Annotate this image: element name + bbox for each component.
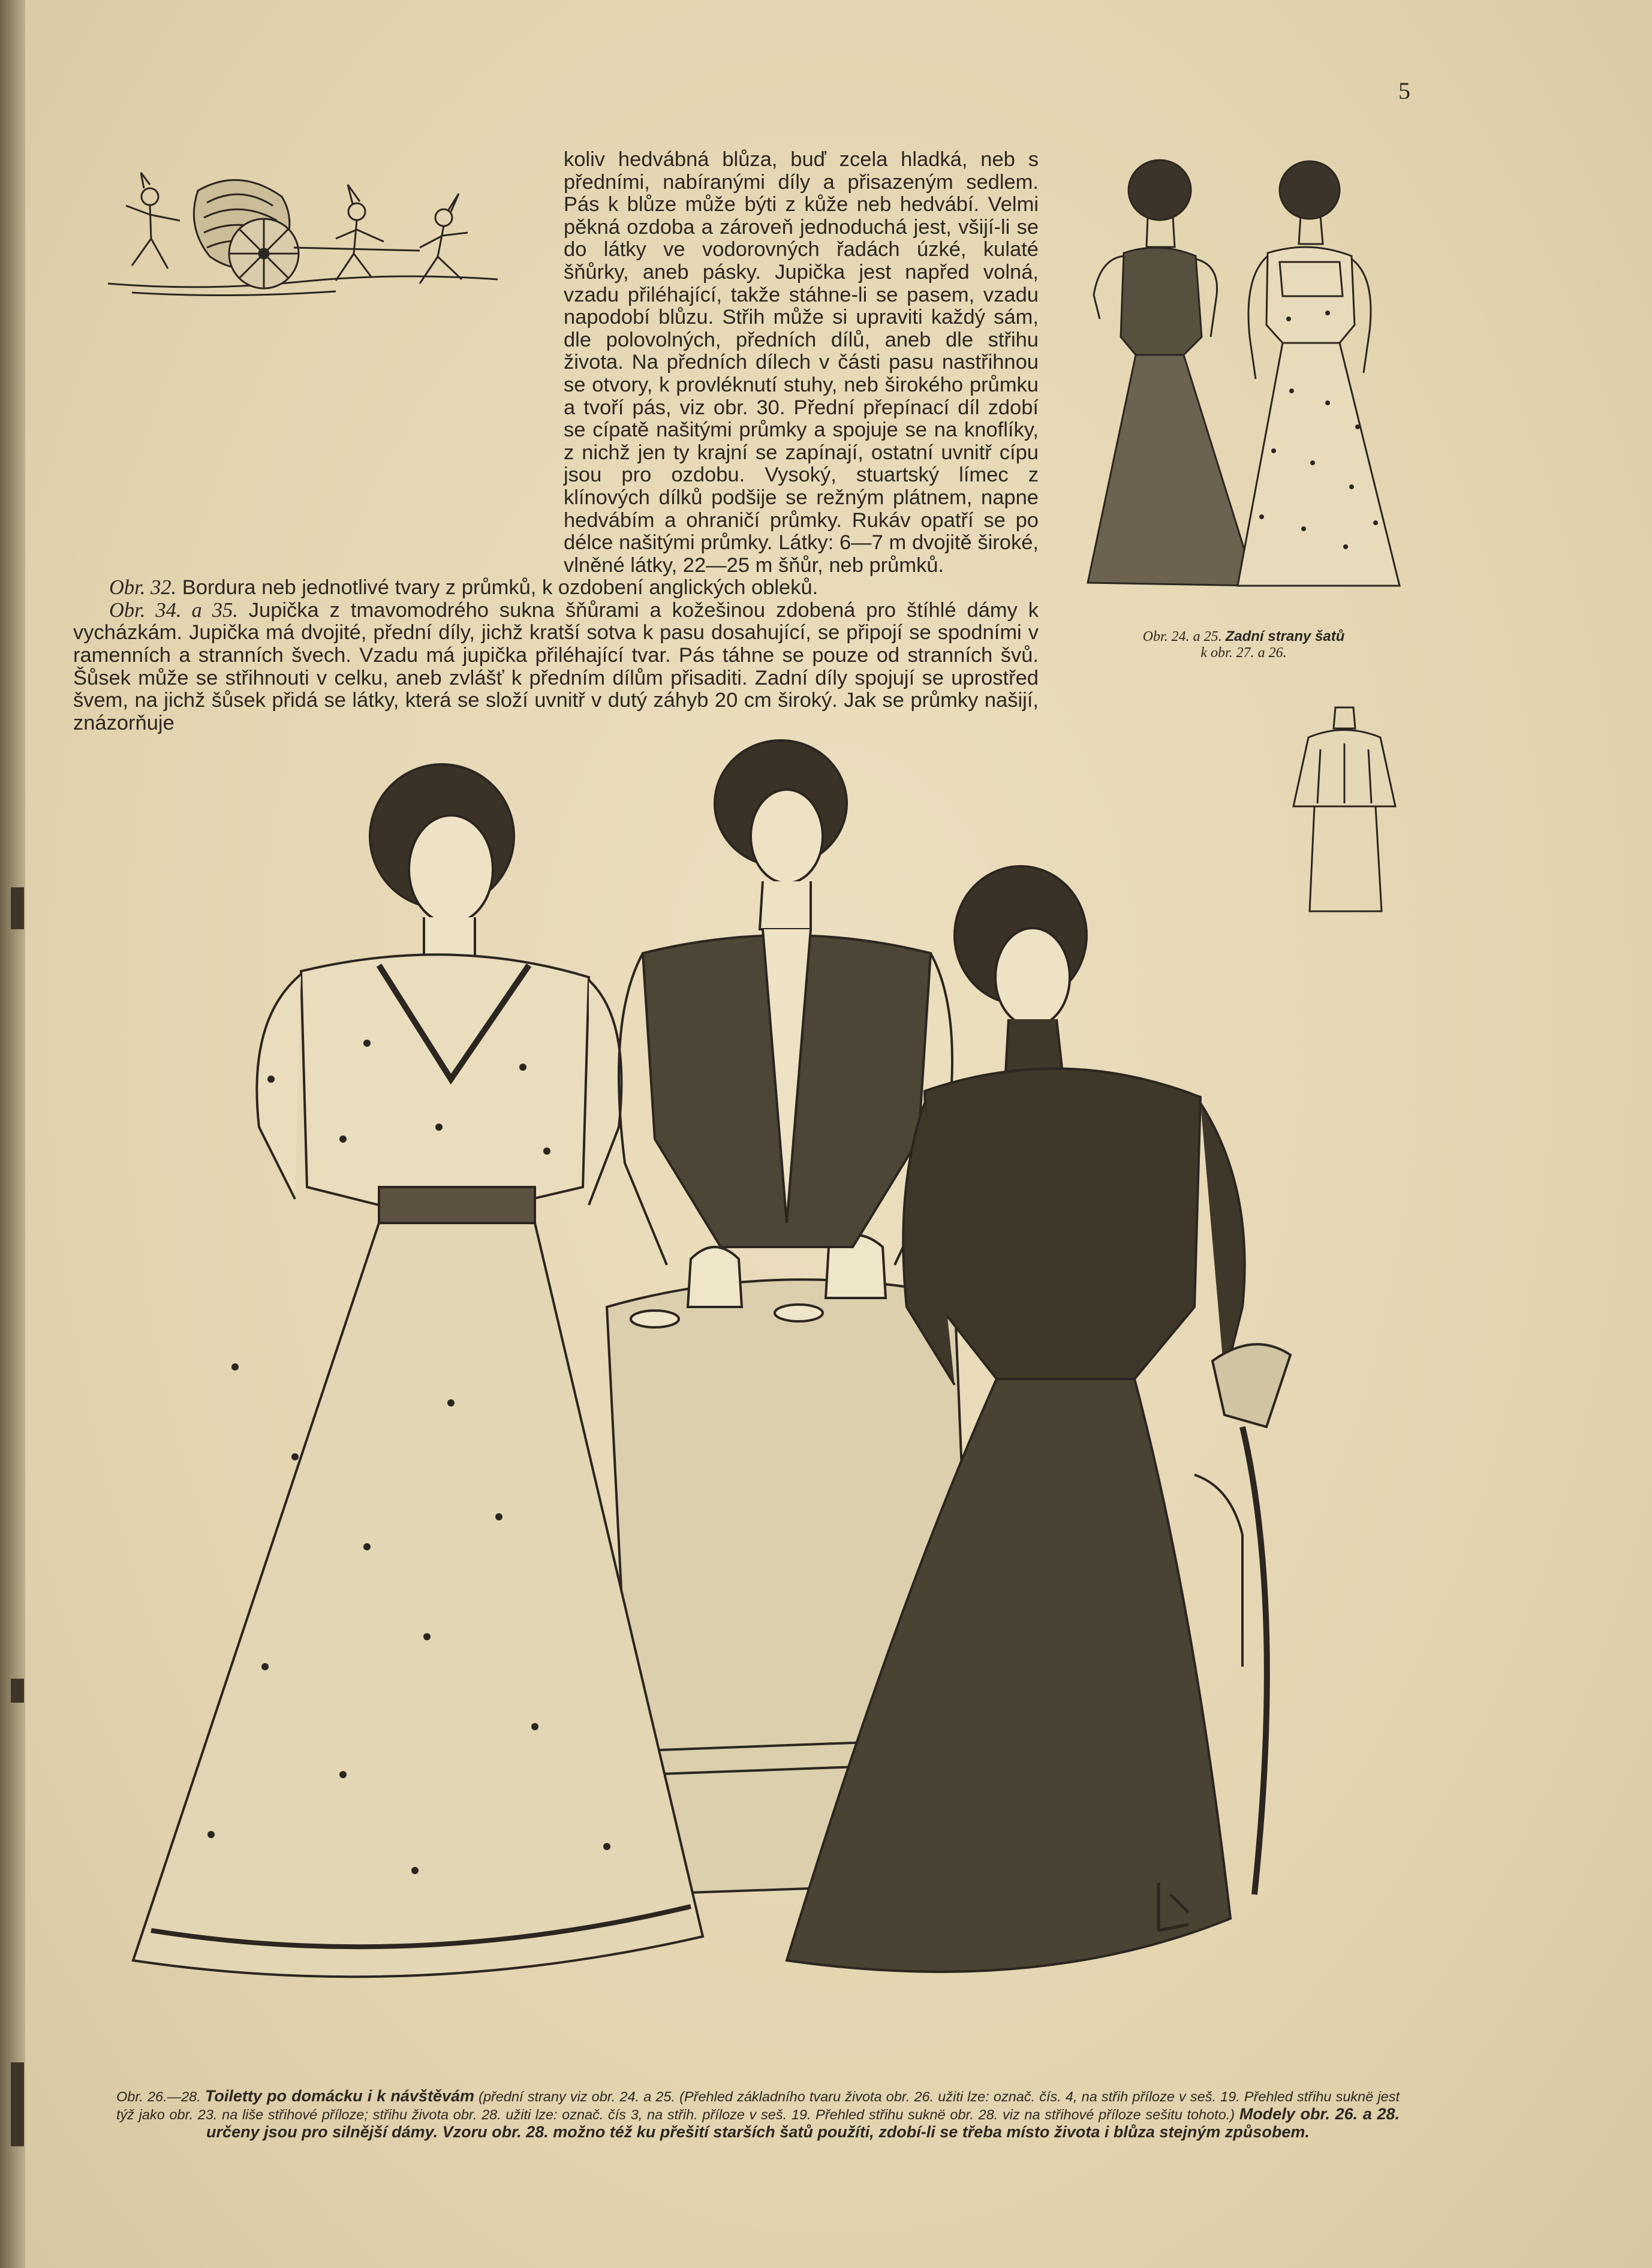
caption-24-suffix: k obr. 27. a 26. bbox=[1200, 645, 1287, 661]
gutter-mark bbox=[11, 1679, 24, 1703]
back-view-illustration bbox=[1076, 139, 1412, 602]
gutter-mark bbox=[11, 887, 24, 929]
paragraph-3: Jupička z tmavomodrého sukna šňůrami a kožešinou zdobená pro štíhlé dámy k vycházkám. Jupička má dvojité, přední díly, jichž kratší sotva k pasu dosahující, se připojí se spodními v ramenních a stranních švech. Vzadu má jupička přiléhající tvar. Pás táhne se pouze od stranních švů. Šůsek může se střihnouti v celku, aneb zvlášť k předním dílům přisaditi. Zadní díly spojují se uprostřed švem, na jichž šůsek přidá se látky, která se složí uvnitř v dutý záhyb 20 cm široký. Jak se průmky našijí, znázorňuje bbox=[73, 598, 1039, 734]
paragraph-obr-32 bbox=[73, 577, 1039, 600]
caption-26-details: (přední strany viz obr. 24. a 25. (Přehled základního tvaru života obr. 26. užiti lze: označ. čís. 4, na střih příloze v seš. 19. Přehled střihu suknë jest týž jako obr. 23. na liše střihové příloze; střihu života obr. 28. užiti lze: označ. čís 3, na střih. příloze v seš. 19. Přehled střihu suknë obr. 28. viz na střihové příloze sešitu tohoto.) bbox=[116, 2089, 1400, 2122]
caption-obr-26-28 bbox=[116, 2088, 1400, 2142]
fig-ref-32: Obr. 32. bbox=[109, 576, 177, 600]
magazine-page bbox=[25, 0, 1652, 2268]
page-number: 5 bbox=[1398, 77, 1410, 104]
paragraph-2: Bordura neb jednotlivé tvary z průmků, k ozdobení anglických obleků. bbox=[182, 576, 819, 600]
article-text bbox=[73, 149, 1039, 734]
caption-26-title: Toiletty po domácku i k návštěvám bbox=[204, 2087, 474, 2105]
paragraph-1: koliv hedvábná blůza, buď zcela hladká, neb s předními, nabíranými díly a přisazeným sedlem. Pás k blůze může býti z kůže neb hedvábí. Velmi pěkná ozdoba a zároveň jednoduchá jest, všijí-li se do látky ve vodorovných řadách úzké, kulaté šňůrky, aneb pásky. Jupička jest napřed volná, vzadu přiléhající, takže stáhne-li se pasem, vzadu napodobí blůzu. Střih může si upraviti každý sám, dle polovolných, předních dílů, aneb dle střihu života. Na předních dílech v části pasu nastřihnou se otvory, k provléknutí stuhy, neb širokého průmku a tvoří pás, viz obr. 30. Přední přepínací díl zdobí se cípatě našitými průmky a spojuje se na knoflíky, z nichž jen ty krajní se zapínají, ostatní uvnitř cípu jsou pro ozdobu. Vysoký, stuartský límec z klínových dílků podšije se režným plátnem, napne hedvábím a ohraničí průmky. Rukáv opatří se po délce našitými průmky. Látky: 6—7 m dvojitě široké, vlněné látky, 22—25 m šňůr, neb průmků. bbox=[564, 148, 1039, 577]
caption-26-models: Modely obr. 26. a 28. určeny jsou pro silnější dámy. Vzoru obr. 28. možno též ku přešití starších šatů použíti, zdobí-li se třeba místo života i blůza stejným způsobem. bbox=[206, 2105, 1400, 2141]
caption-26-lead: Obr. 26.—28. bbox=[116, 2089, 201, 2104]
caption-obr-24-25 bbox=[1076, 628, 1412, 661]
caption-24-prefix: Obr. 24. a 25. bbox=[1142, 629, 1222, 644]
gutter-mark bbox=[11, 2062, 24, 2146]
three-ladies-tea-illustration bbox=[115, 707, 1428, 2086]
paragraph-intro-wrapped bbox=[73, 149, 1039, 577]
fig-ref-34-35: Obr. 34. a 35. bbox=[109, 598, 238, 622]
caption-24-title: Zadní strany šatů bbox=[1225, 628, 1345, 644]
